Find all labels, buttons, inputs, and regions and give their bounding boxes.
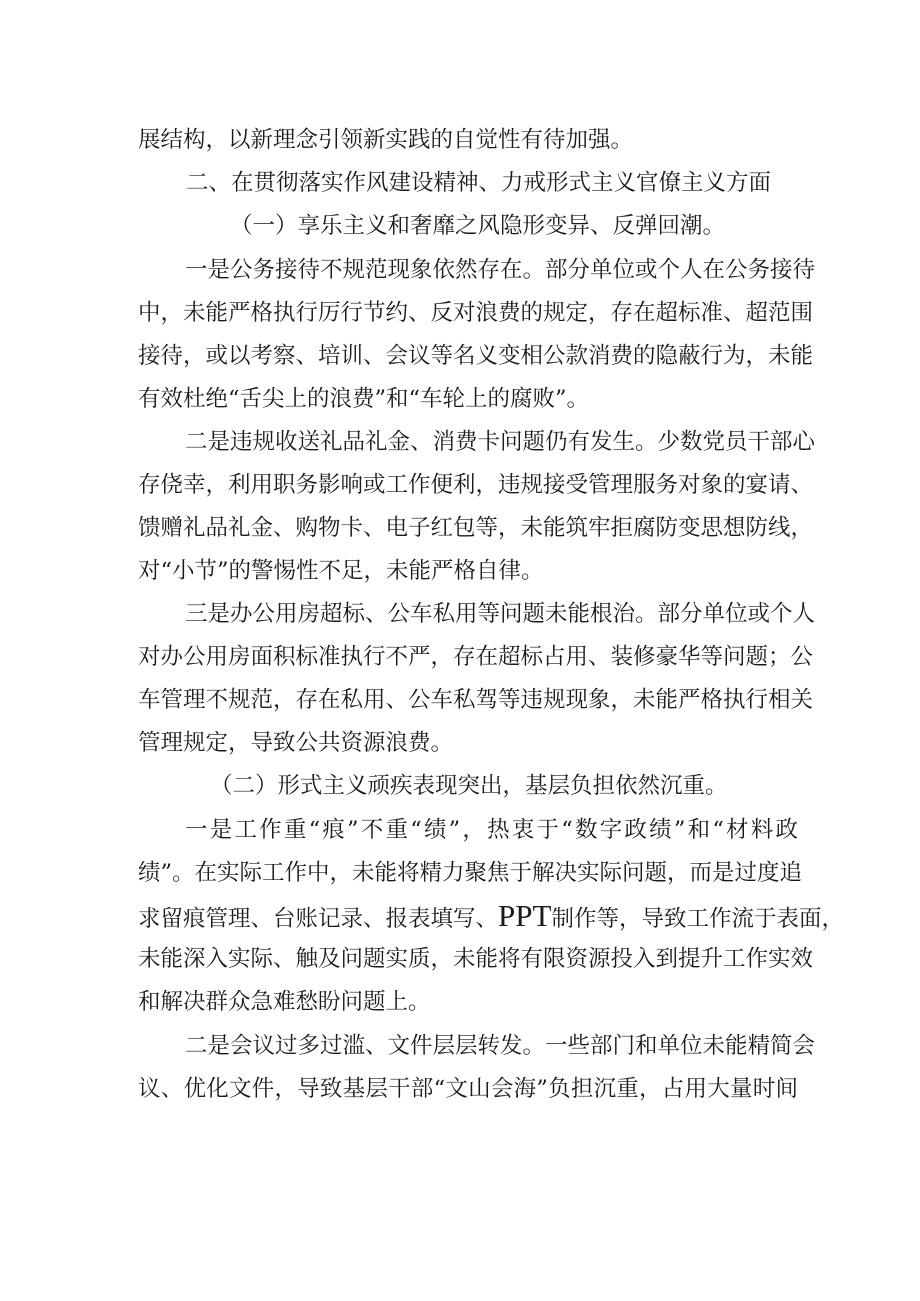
line-segment: 求留痕管理、台账记录、报表填写、 (138, 906, 499, 932)
paragraph-line: 中，未能严格执行厉行节约、反对浪费的规定，存在超标准、超范围 (138, 300, 814, 326)
paragraph-line: 议、优化文件，导致基层干部“文山会海”负担沉重，占用大量时间 (138, 1076, 798, 1102)
paragraph-line: 一是工作重“痕”不重“绩”，热衷于“数字政绩”和“材料政 (185, 817, 798, 843)
paragraph-line: 对“小节”的警惕性不足，未能严格自律。 (138, 558, 544, 584)
paragraph-line: 存侥幸，利用职务影响或工作便利，违规接受管理服务对象的宴请、 (138, 472, 814, 498)
paragraph-line: 三是办公用房超标、公车私用等问题未能根治。部分单位或个人 (185, 601, 816, 627)
paragraph-line: 二是违规收送礼品礼金、消费卡问题仍有发生。少数党员干部心 (185, 429, 816, 455)
subsection-heading-2: （二）形式主义顽疾表现突出，基层负担依然沉重。 (210, 773, 728, 799)
paragraph-line: 二是会议过多过滥、文件层层转发。一些部门和单位未能精简会 (185, 1033, 816, 1059)
paragraph-line: 未能深入实际、触及问题实质，未能将有限资源投入到提升工作实效 (138, 946, 814, 972)
inline-term: PPT (498, 898, 552, 933)
paragraph-line: 车管理不规范，存在私用、公车私驾等违规现象，未能严格执行相关 (138, 687, 814, 713)
paragraph-line: 有效杜绝“舌尖上的浪费”和“车轮上的腐败”。 (138, 386, 590, 412)
paragraph-line: 一是公务接待不规范现象依然存在。部分单位或个人在公务接待 (185, 257, 816, 283)
paragraph-line-with-term (138, 896, 844, 936)
paragraph-line: 对办公用房面积标准执行不严，存在超标占用、装修豪华等问题；公 (138, 644, 814, 670)
paragraph-line: 和解决群众急难愁盼问题上。 (138, 989, 431, 1015)
paragraph-line: 绩”。在实际工作中，未能将精力聚焦于解决实际问题，而是过度追 (138, 860, 803, 886)
paragraph-line: 管理规定，导致公共资源浪费。 (138, 730, 454, 756)
paragraph-line: 馈赠礼品礼金、购物卡、电子红包等，未能筑牢拒腐防变思想防线， (138, 515, 814, 541)
line-segment: 制作等，导致工作流于表面， (551, 906, 844, 932)
section-heading: 二、在贯彻落实作风建设精神、力戒形式主义官僚主义方面 (186, 170, 772, 196)
paragraph-continuation: 展结构，以新理念引领新实践的自觉性有待加强。 (138, 127, 634, 153)
paragraph-line: 接待，或以考察、培训、会议等名义变相公款消费的隐蔽行为，未能 (138, 343, 814, 369)
subsection-heading-1: （一）享乐主义和奢靡之风隐形变异、反弹回潮。 (230, 213, 726, 239)
